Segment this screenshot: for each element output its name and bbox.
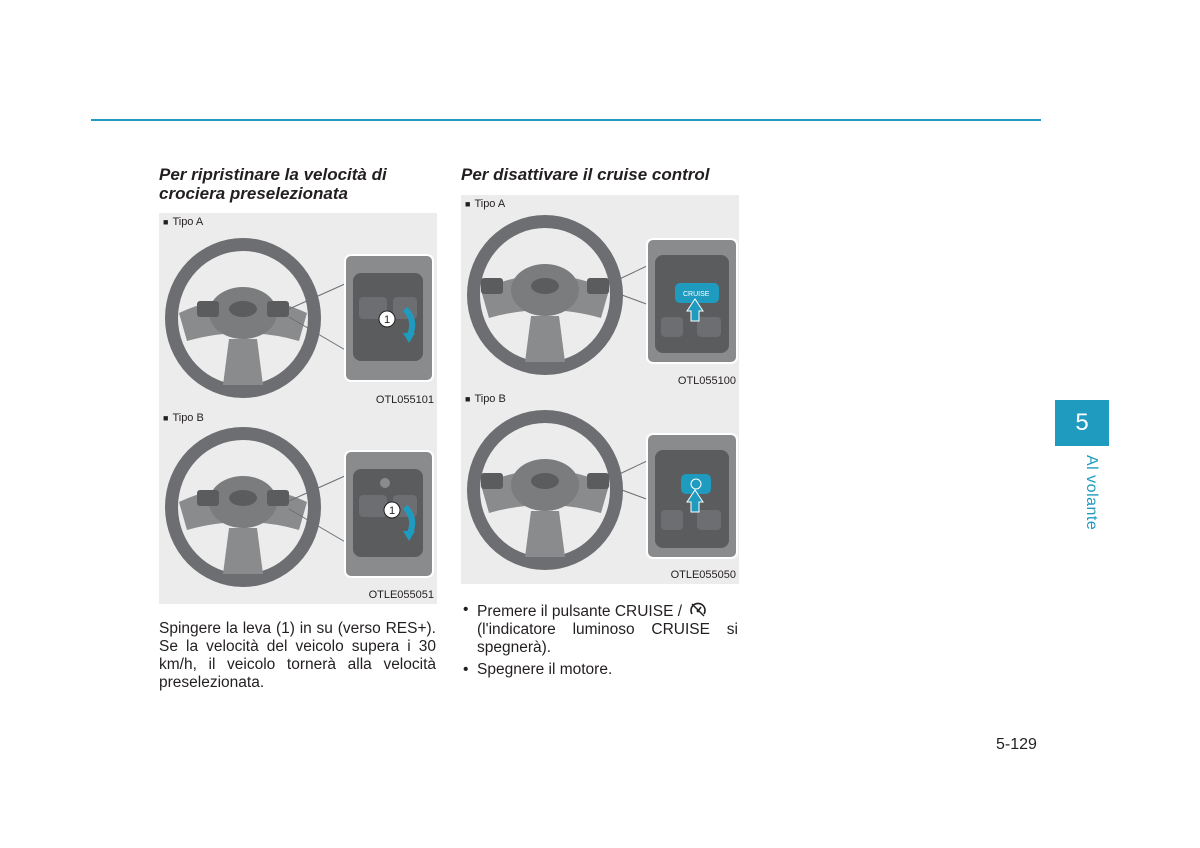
section-heading-disable: Per disattivare il cruise control [461,165,710,184]
callout-1: 1 [389,505,396,517]
figure-label: ■ Tipo B [465,393,506,405]
body-paragraph: Spingere la leva (1) in su (verso RES+). Se la velocità del veicolo supera i 30 km/h, il veicolo tornerà alla velocità preselezionata. [159,620,436,691]
steering-wheel-illustration [159,213,437,409]
section-heading-resume [159,165,429,203]
instruction-list [461,601,738,683]
figure-label: ■ Tipo B [163,412,204,424]
steering-wheel-illustration [461,390,739,584]
header-rule [91,119,1041,121]
steering-wheel-illustration [461,195,739,390]
chapter-tab: 5 [1055,400,1109,446]
heading-line-2: crociera preselezionata [159,184,348,203]
figure-code: OTLE055051 [368,589,434,601]
list-item [461,601,738,657]
chapter-title: Al volante [1083,455,1100,531]
figure-type-b-disable [461,390,739,584]
figure-label: ■ Tipo A [465,198,505,210]
cruise-control-icon [689,601,707,619]
bullet-text-continued: (l'indicatore luminoso CRUISE si spegnerà). [477,621,738,656]
list-item [461,661,738,679]
page-number: 5-129 [996,736,1037,753]
figure-label: ■ Tipo A [163,216,203,228]
bullet-text: Premere il pulsante CRUISE / [477,603,687,620]
figure-type-a-resume [159,213,437,409]
figure-code: OTLE055050 [670,569,736,581]
bullet-text: Spegnere il motore. [477,661,613,678]
figure-code: OTL055100 [677,375,736,387]
steering-wheel-illustration [159,409,437,604]
figure-type-b-resume [159,409,437,604]
figure-type-a-disable [461,195,739,390]
cruise-button-label: CRUISE [683,291,710,298]
figure-code: OTL055101 [375,394,434,406]
callout-1: 1 [384,314,391,326]
heading-line-1: Per ripristinare la velocità di [159,165,387,184]
